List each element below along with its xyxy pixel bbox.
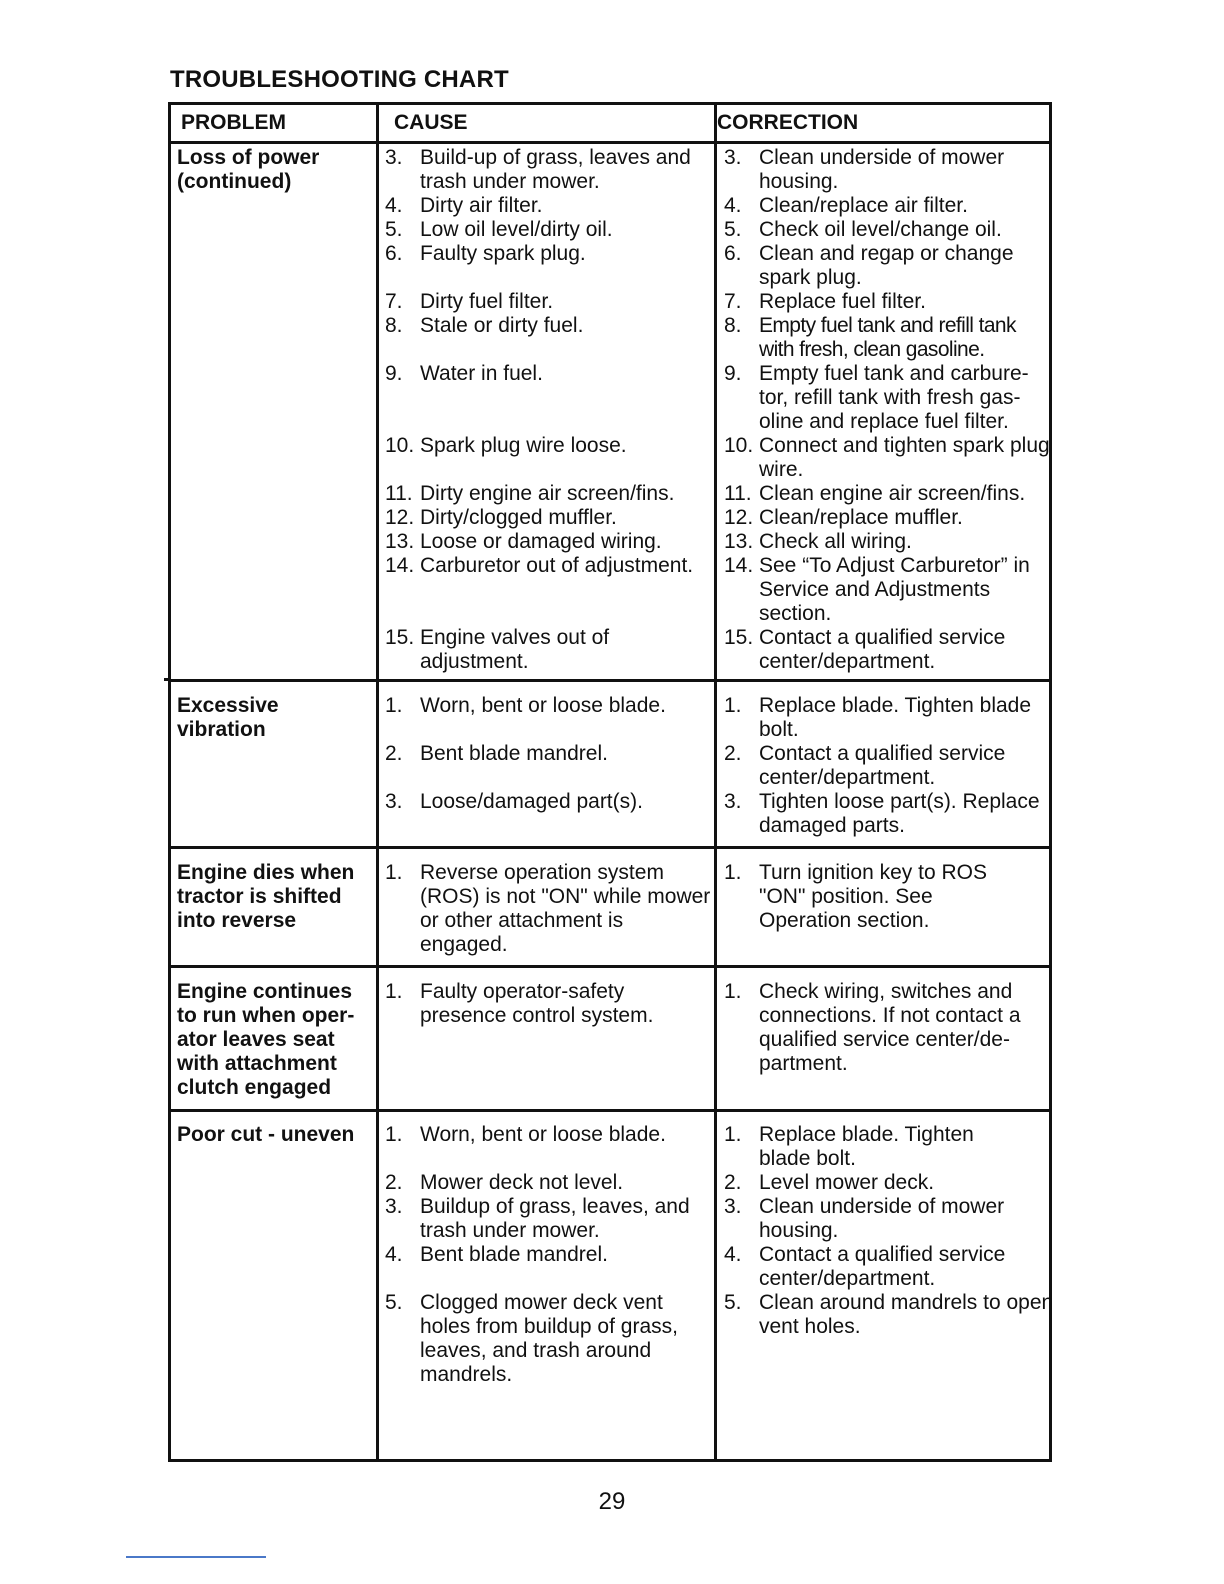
row-divider	[171, 846, 1049, 849]
item-number: 1.	[724, 1123, 742, 1146]
list-item	[385, 980, 715, 1028]
item-number: 1.	[385, 980, 403, 1003]
footer-line	[126, 1556, 266, 1558]
item-number: 6.	[724, 242, 742, 265]
cause-list	[385, 694, 715, 814]
item-text: Water in fuel.	[420, 362, 543, 385]
list-item	[724, 290, 1054, 314]
table-edge-mark	[164, 678, 168, 681]
list-item	[385, 554, 715, 578]
item-text: Faulty spark plug.	[420, 242, 586, 265]
item-number: 1.	[724, 980, 742, 1003]
list-item	[385, 434, 715, 458]
item-number: 10.	[385, 434, 415, 457]
list-item	[724, 146, 1054, 194]
row-divider	[171, 1109, 1049, 1112]
item-text: Clean and regap or change spark plug.	[759, 242, 1014, 289]
troubleshooting-table	[168, 102, 1052, 1462]
item-text: Clean underside of mower housing.	[759, 146, 1005, 193]
list-item	[385, 530, 715, 554]
correction-list	[724, 694, 1054, 838]
item-text: Bent blade mandrel.	[420, 742, 608, 765]
item-text: Loose or damaged wiring.	[420, 530, 662, 553]
item-number: 5.	[385, 1291, 403, 1314]
item-number: 15.	[724, 626, 754, 649]
list-item	[724, 506, 1054, 530]
list-item	[724, 1195, 1054, 1243]
item-text: Clean/replace muffler.	[759, 506, 963, 529]
item-text: Contact a qualified service center/department.	[759, 1243, 1006, 1290]
list-item	[385, 626, 715, 674]
item-number: 4.	[385, 194, 403, 217]
item-number: 14.	[724, 554, 754, 577]
item-text: Clean engine air screen/fins.	[759, 482, 1026, 505]
list-item	[385, 242, 715, 266]
item-text: Clogged mower deck vent holes from buildup of grass, leaves, and trash around mandrels.	[420, 1291, 678, 1386]
item-text: Contact a qualified service center/department.	[759, 742, 1006, 789]
item-text: Dirty fuel filter.	[420, 290, 554, 313]
item-text: Engine valves out of adjustment.	[420, 626, 610, 673]
item-number: 1.	[724, 694, 742, 717]
item-text: Faulty operator-safety presence control system.	[420, 980, 654, 1027]
item-text: Replace blade. Tighten blade bolt.	[759, 694, 1032, 741]
item-text: Level mower deck.	[759, 1171, 935, 1194]
column-divider	[376, 105, 379, 1459]
item-text: Dirty/clogged muffler.	[420, 506, 617, 529]
item-text: Clean around mandrels to open vent holes.	[759, 1291, 1054, 1338]
item-number: 15.	[385, 626, 415, 649]
item-text: Turn ignition key to ROS "ON" position. See Operation section.	[759, 861, 987, 932]
item-number: 5.	[385, 218, 403, 241]
list-item	[724, 482, 1054, 506]
list-item	[724, 194, 1054, 218]
correction-list	[724, 861, 1054, 933]
item-number: 5.	[724, 1291, 742, 1314]
problem-label: Loss of power (continued)	[177, 146, 320, 193]
list-item	[385, 218, 715, 242]
list-item	[724, 742, 1054, 790]
item-text: Loose/damaged part(s).	[420, 790, 643, 813]
list-item	[724, 1123, 1054, 1171]
header-problem: PROBLEM	[181, 111, 286, 134]
list-item	[385, 290, 715, 314]
item-number: 14.	[385, 554, 415, 577]
header-cause: CAUSE	[394, 111, 468, 134]
item-number: 1.	[385, 694, 403, 717]
list-item	[724, 1291, 1054, 1339]
item-number: 7.	[724, 290, 742, 313]
item-number: 8.	[385, 314, 403, 337]
item-text: Build-up of grass, leaves and trash under mower.	[420, 146, 691, 193]
list-item	[385, 482, 715, 506]
list-item	[724, 218, 1054, 242]
item-text: Stale or dirty fuel.	[420, 314, 584, 337]
item-number: 1.	[385, 861, 403, 884]
cause-list	[385, 861, 715, 957]
item-number: 6.	[385, 242, 403, 265]
list-item	[385, 861, 715, 957]
item-text: Dirty engine air screen/fins.	[420, 482, 675, 505]
item-number: 5.	[724, 218, 742, 241]
correction-list	[724, 146, 1054, 674]
item-number: 10.	[724, 434, 754, 457]
cause-list	[385, 1123, 715, 1387]
correction-list	[724, 980, 1054, 1076]
item-number: 3.	[385, 790, 403, 813]
item-number: 2.	[385, 1171, 403, 1194]
item-number: 1.	[724, 861, 742, 884]
item-text: Buildup of grass, leaves, and trash under mower.	[420, 1195, 690, 1242]
list-item	[385, 790, 715, 814]
row-divider	[171, 965, 1049, 968]
item-text: Low oil level/dirty oil.	[420, 218, 613, 241]
list-item	[724, 242, 1054, 290]
list-item	[724, 434, 1054, 482]
list-item	[724, 980, 1054, 1076]
item-text: Check wiring, switches and connections. If not contact a qualified service center/de-partment.	[759, 980, 1021, 1075]
item-text: Clean underside of mower housing.	[759, 1195, 1005, 1242]
item-number: 3.	[724, 146, 742, 169]
list-item	[385, 1171, 715, 1195]
item-number: 3.	[385, 146, 403, 169]
item-text: Clean/replace air filter.	[759, 194, 968, 217]
item-text: Worn, bent or loose blade.	[420, 1123, 666, 1146]
item-number: 7.	[385, 290, 403, 313]
header-divider	[171, 141, 1049, 144]
item-text: Replace fuel filter.	[759, 290, 926, 313]
list-item	[385, 146, 715, 194]
item-number: 2.	[385, 742, 403, 765]
item-text: Replace blade. Tighten blade bolt.	[759, 1123, 974, 1170]
list-item	[385, 694, 715, 718]
list-item	[385, 742, 715, 766]
list-item	[385, 1291, 715, 1387]
list-item	[724, 1171, 1054, 1195]
list-item	[724, 362, 1054, 434]
item-number: 3.	[385, 1195, 403, 1218]
list-item	[385, 362, 715, 386]
item-number: 4.	[724, 1243, 742, 1266]
item-text: Check all wiring.	[759, 530, 912, 553]
list-item	[724, 554, 1054, 626]
item-text: Reverse operation system (ROS) is not "ON" while mower or other attachment is engaged.	[420, 861, 711, 956]
item-text: See “To Adjust Carburetor” in Service and Adjustments section.	[759, 554, 1030, 625]
correction-list	[724, 1123, 1054, 1339]
item-number: 2.	[724, 1171, 742, 1194]
item-number: 2.	[724, 742, 742, 765]
list-item	[724, 861, 1054, 933]
problem-label: Excessive vibration	[177, 694, 279, 741]
item-text: Spark plug wire loose.	[420, 434, 627, 457]
page-number: 29	[598, 1488, 626, 1515]
item-number: 4.	[385, 1243, 403, 1266]
list-item	[385, 1243, 715, 1267]
item-text: Bent blade mandrel.	[420, 1243, 608, 1266]
item-number: 13.	[385, 530, 415, 553]
item-number: 3.	[724, 790, 742, 813]
list-item	[385, 506, 715, 530]
item-number: 12.	[724, 506, 754, 529]
list-item	[385, 1195, 715, 1243]
row-divider	[171, 679, 1049, 682]
item-text: Contact a qualified service center/department.	[759, 626, 1006, 673]
item-number: 9.	[724, 362, 742, 385]
header-correction: CORRECTION	[717, 111, 859, 134]
list-item	[724, 530, 1054, 554]
problem-label: Poor cut - uneven	[177, 1123, 355, 1146]
item-number: 8.	[724, 314, 742, 337]
item-number: 13.	[724, 530, 754, 553]
list-item	[724, 790, 1054, 838]
item-text: Connect and tighten spark plug wire.	[759, 434, 1050, 481]
item-number: 3.	[724, 1195, 742, 1218]
cause-list	[385, 980, 715, 1028]
item-text: Empty fuel tank and carbure-tor, refill tank with fresh gas-oline and replace fuel filter.	[759, 362, 1029, 433]
item-number: 4.	[724, 194, 742, 217]
list-item	[724, 1243, 1054, 1291]
list-item	[724, 314, 1054, 362]
item-text: Dirty air filter.	[420, 194, 543, 217]
item-number: 11.	[724, 482, 752, 505]
item-text: Mower deck not level.	[420, 1171, 624, 1194]
chart-title: TROUBLESHOOTING CHART	[170, 66, 509, 93]
list-item	[385, 194, 715, 218]
list-item	[724, 694, 1054, 742]
item-text: Tighten loose part(s). Replace damaged parts.	[759, 790, 1040, 837]
list-item	[385, 1123, 715, 1147]
list-item	[385, 314, 715, 338]
item-text: Carburetor out of adjustment.	[420, 554, 694, 577]
list-item	[724, 626, 1054, 674]
item-number: 1.	[385, 1123, 403, 1146]
item-number: 9.	[385, 362, 403, 385]
cause-list	[385, 146, 715, 674]
item-number: 11.	[385, 482, 413, 505]
item-text: Empty fuel tank and refill tank with fresh, clean gasoline.	[759, 314, 1016, 361]
problem-label: Engine dies when tractor is shifted into reverse	[177, 861, 355, 932]
item-text: Check oil level/change oil.	[759, 218, 1002, 241]
item-number: 12.	[385, 506, 415, 529]
problem-label: Engine continues to run when oper-ator leaves seat with attachment clutch engaged	[177, 980, 355, 1099]
item-text: Worn, bent or loose blade.	[420, 694, 666, 717]
